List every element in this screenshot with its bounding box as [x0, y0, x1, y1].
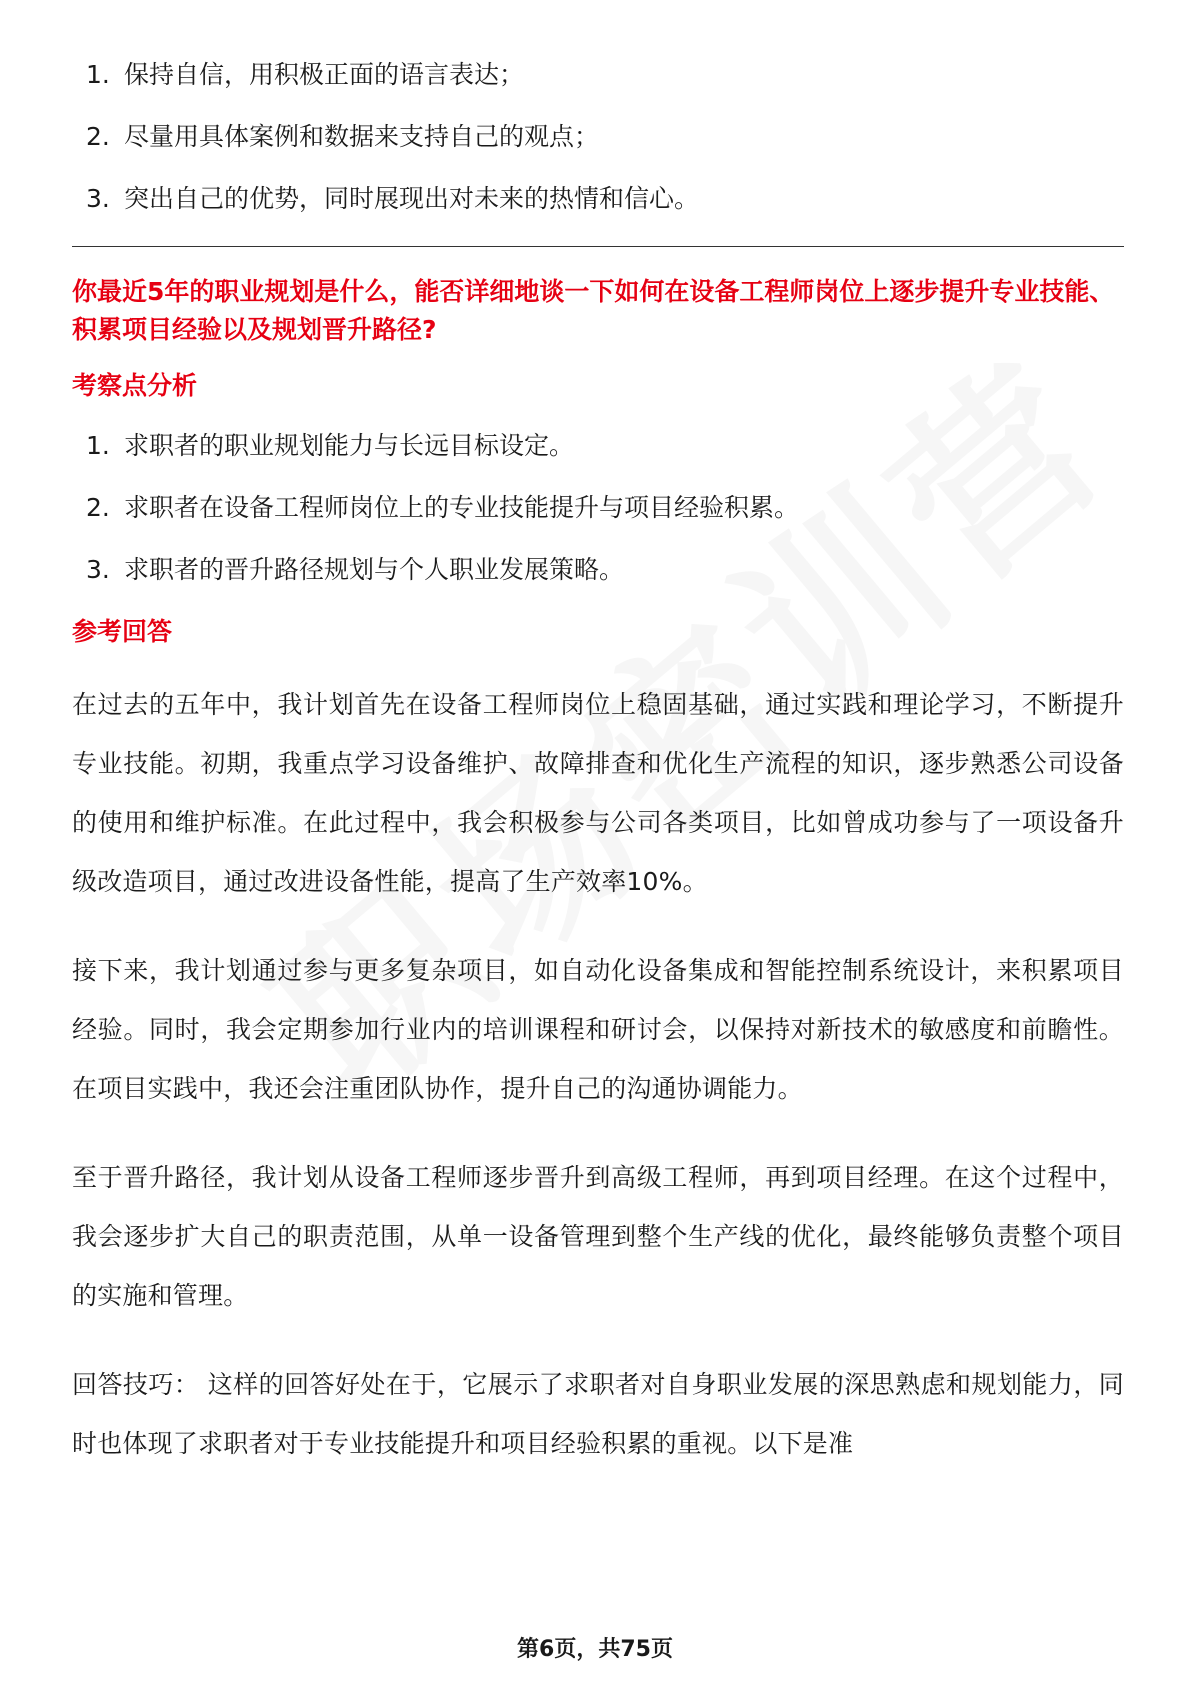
list-text: 突出自己的优势，同时展现出对未来的热情和信心。: [124, 184, 700, 213]
page-number: 第6页，共75页: [517, 1637, 673, 1662]
list-text: 尽量用具体案例和数据来支持自己的观点；: [124, 122, 600, 151]
list-item: [72, 429, 1124, 463]
list-number: 3.: [86, 555, 110, 584]
list-text: 求职者在设备工程师岗位上的专业技能提升与项目经验积累。: [124, 493, 800, 522]
list-item: [72, 182, 1124, 216]
list-item: [72, 553, 1124, 587]
answer-paragraph: 至于晋升路径，我计划从设备工程师逐步晋升到高级工程师，再到项目经理。在这个过程中，我会逐步扩大自己的职责范围，从单一设备管理到整个生产线的优化，最终能够负责整个项目的实施和管理。: [72, 1163, 1124, 1310]
analysis-list: [72, 429, 1124, 587]
list-number: 2.: [86, 122, 110, 151]
answer-paragraph: 在过去的五年中，我计划首先在设备工程师岗位上稳固基础，通过实践和理论学习，不断提升专业技能。初期，我重点学习设备维护、故障排查和优化生产流程的知识，逐步熟悉公司设备的使用和维护标准。在此过程中，我会积极参与公司各类项目，比如曾成功参与了一项设备升级改造项目，通过改进设备性能，提高了生产效率10%。: [72, 690, 1124, 896]
list-item: [72, 58, 1124, 92]
list-text: 求职者的职业规划能力与长远目标设定。: [124, 431, 575, 460]
section-divider: [72, 246, 1124, 247]
list-text: 保持自信，用积极正面的语言表达；: [124, 60, 525, 89]
answer-tips-paragraph: 回答技巧： 这样的回答好处在于，它展示了求职者对自身职业发展的深思熟虑和规划能力，同时也体现了求职者对于专业技能提升和项目经验积累的重视。以下是准: [72, 1370, 1124, 1458]
page-content: [72, 58, 1124, 1503]
analysis-heading: 考察点分析: [72, 371, 198, 400]
list-number: 2.: [86, 493, 110, 522]
list-number: 1.: [86, 60, 110, 89]
list-item: [72, 491, 1124, 525]
answer-paragraph: 接下来，我计划通过参与更多复杂项目，如自动化设备集成和智能控制系统设计，来积累项目经验。同时，我会定期参加行业内的培训课程和研讨会，以保持对新技术的敏感度和前瞻性。在项目实践中，我还会注重团队协作，提升自己的沟通协调能力。: [72, 956, 1124, 1103]
list-number: 3.: [86, 184, 110, 213]
list-item: [72, 120, 1124, 154]
list-number: 1.: [86, 431, 110, 460]
tips-list: [72, 58, 1124, 216]
reference-heading: 参考回答: [72, 617, 173, 646]
list-text: 求职者的晋升路径规划与个人职业发展策略。: [124, 555, 625, 584]
interview-question: 你最近5年的职业规划是什么，能否详细地谈一下如何在设备工程师岗位上逐步提升专业技能、积累项目经验以及规划晋升路径?: [72, 277, 1115, 344]
